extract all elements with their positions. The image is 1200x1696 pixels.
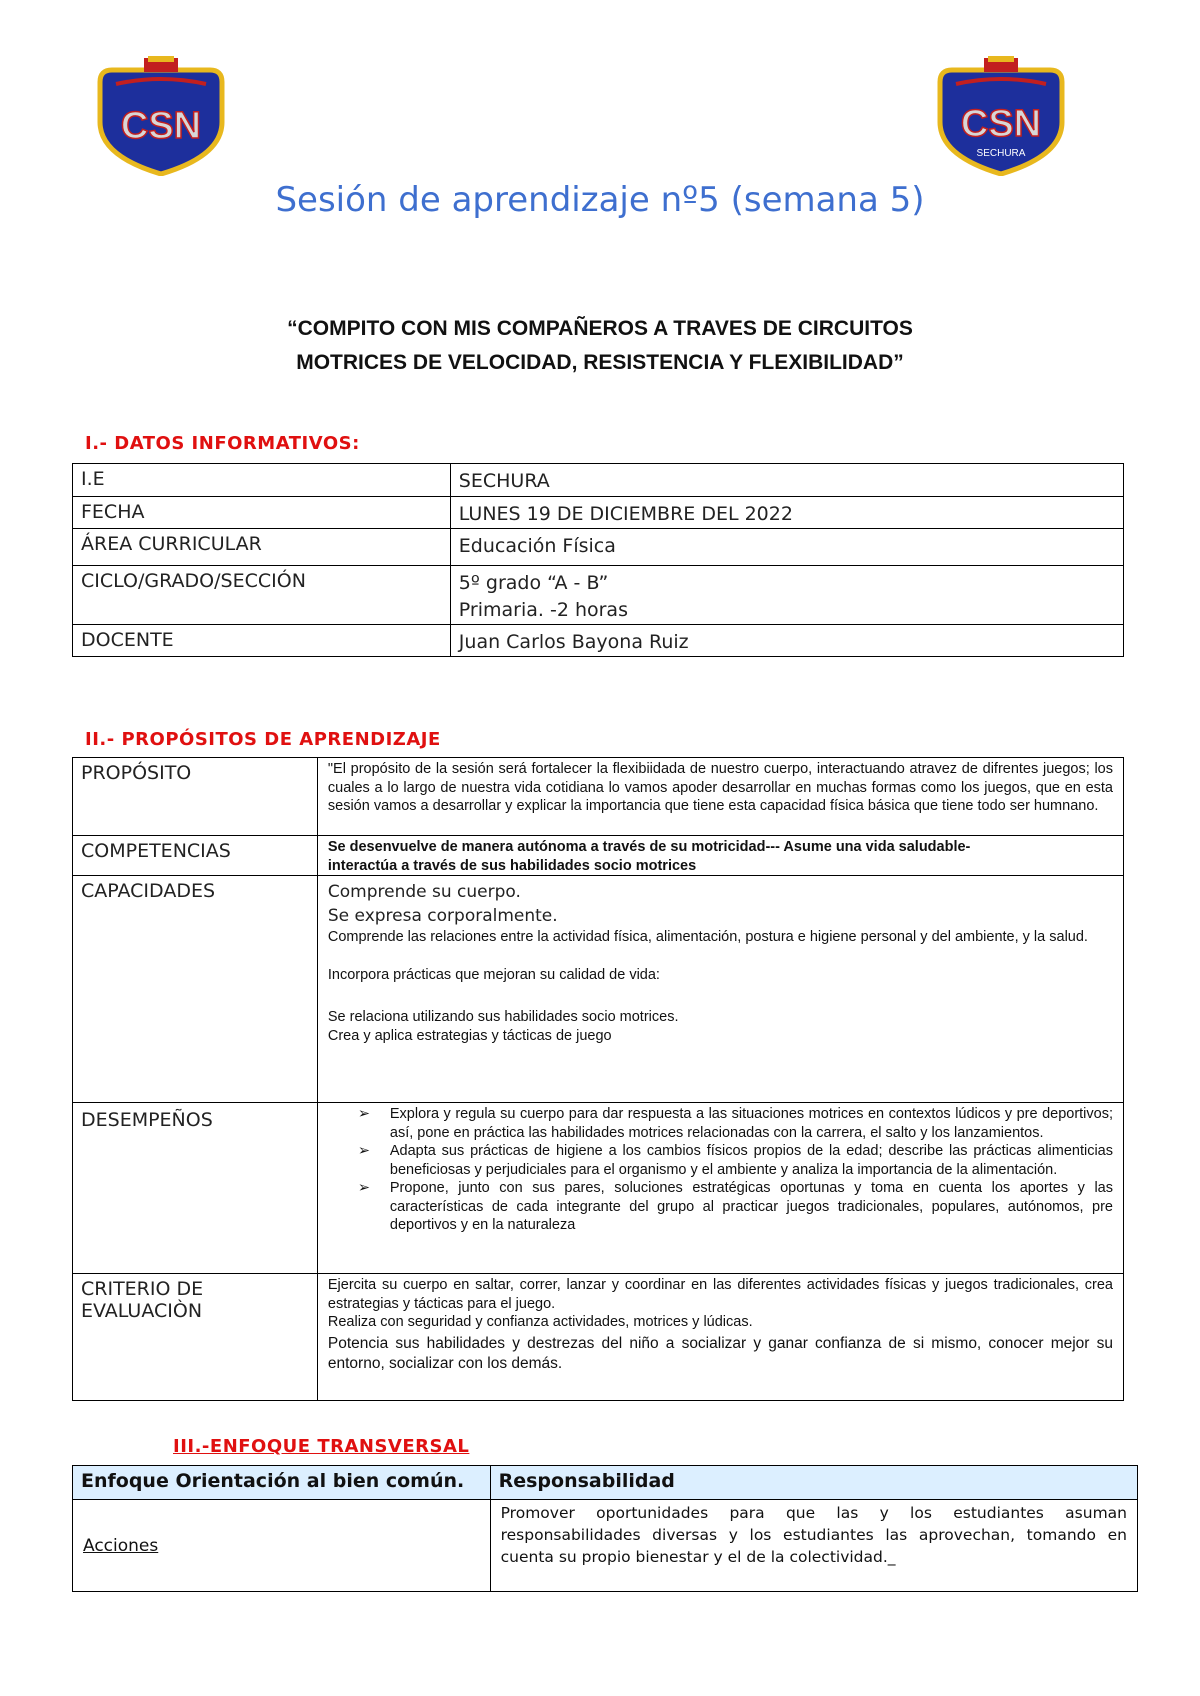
list-item [318,1105,1113,1142]
criterio-label [73,1274,318,1401]
table-row [73,1466,1138,1500]
logo-left-text: CSN [120,105,202,147]
criterio-item: Ejercita su cuerpo en saltar, correr, lanzar y coordinar en las diferentes actividades físicas y juegos tradicionales, crea estrategias y tácticas para el juego. [327,1277,1113,1312]
session-subtitle [0,312,1200,380]
datos-value: SECHURA [450,464,1123,497]
competencias-text [317,836,1123,876]
criterio-label-line-1: CRITERIO DE [81,1278,204,1300]
datos-value: Educación Física [450,529,1123,566]
subtitle-line-1: “COMPITO CON MIS COMPAÑEROS A TRAVES DE CIRCUITOS [287,317,913,340]
desempenos-list [317,1103,1123,1274]
subtitle-line-2: MOTRICES DE VELOCIDAD, RESISTENCIA Y FLEXIBILIDAD” [296,351,904,374]
acciones-label: Acciones [73,1500,491,1592]
table-row [73,566,1124,625]
table-row [73,1103,1124,1274]
criterio-label-line-2: EVALUACIÒN [81,1300,203,1322]
capacidad-item: Se expresa corporalmente. [327,906,558,926]
competencia-line-1: Se desenvuelve de manera autónoma a través de su motricidad--- Asume una vida saludable- [327,839,971,855]
list-item [318,1142,1113,1179]
arrow-bullet-icon: ➢ [357,1143,371,1159]
capacidad-item: Se relaciona utilizando sus habilidades socio motrices. [327,1009,679,1025]
nivel-duracion: Primaria. -2 horas [458,599,628,621]
competencia-line-2: interactúa a través de sus habilidades socio motrices [327,857,697,874]
competencias-label: COMPETENCIAS [73,836,318,876]
capacidad-item: Crea y aplica estrategias y tácticas de juego [327,1027,612,1044]
table-row [73,758,1124,836]
datos-label: ÁREA CURRICULAR [73,529,451,566]
proposito-label: PROPÓSITO [73,758,318,836]
desempeno-text: Propone, junto con sus pares, soluciones estratégicas oportunas y toma en cuenta los aportes y las características de cada integrante del grupo al practicar juegos tradicionales, populares, autónomos, pre deportivos y en la naturaleza [389,1180,1113,1233]
page-title: Sesión de aprendizaje nº5 (semana 5) [275,180,925,220]
table-row [73,529,1124,566]
enfoque-table [72,1465,1138,1592]
arrow-bullet-icon: ➢ [357,1180,371,1196]
capacidades-label: CAPACIDADES [73,876,318,1103]
table-row [73,1274,1124,1401]
datos-value: Juan Carlos Bayona Ruiz [450,625,1123,657]
table-row [73,836,1124,876]
criterio-item: Potencia sus habilidades y destrezas del niño a socializar y ganar confianza de si mismo, conocer mejor su entorno, socializar con los demás. [327,1334,1113,1372]
table-row [73,464,1124,497]
school-logo-right [922,56,1080,176]
criterio-text [317,1274,1123,1401]
desempeno-text: Adapta sus prácticas de higiene a los cambios físicos propios de la edad; describe las prácticas alimenticias beneficiosas y perjudiciales para el organismo y el ambiente y analiza la importancia de la alimentación. [389,1143,1113,1178]
datos-label: FECHA [73,497,451,529]
datos-label: CICLO/GRADO/SECCIÓN [73,566,451,625]
logo-right-text: CSN [960,103,1042,145]
datos-label: DOCENTE [73,625,451,657]
valor-header: Responsabilidad [490,1466,1137,1500]
datos-value [450,566,1123,625]
enfoque-header: Enfoque Orientación al bien común. [73,1466,491,1500]
table-row [73,876,1124,1103]
datos-label: I.E [73,464,451,497]
datos-value: LUNES 19 DE DICIEMBRE DEL 2022 [450,497,1123,529]
table-row [73,497,1124,529]
desempeno-text: Explora y regula su cuerpo para dar respuesta a las situaciones motrices en contextos lúdicos y pre deportivos; así, pone en práctica las habilidades motrices relacionadas con la carrera, el salto y los lanzamientos. [389,1106,1113,1141]
capacidad-item: Comprende su cuerpo. [327,882,521,902]
section-propositos-heading: II.- PROPÓSITOS DE APRENDIZAJE [85,729,441,750]
propositos-table [72,757,1124,1401]
proposito-text: "El propósito de la sesión será fortalecer la flexibiidada de nuestro cuerpo, interactuando atravez de difrentes juegos; los cuales a lo largo de nuestra vida cotidiana lo vamos apoder desarrollar en muchas formas como los juegos, que en esta sesión vamos a desarrollar y explicar la importancia que tiene esta capacidad física básica que tiene todo ser humnano. [317,758,1123,836]
acciones-text: Promover oportunidades para que las y los estudiantes asuman responsabilidades diversas y los estudiantes las aprovechan, tomando en cuenta su propio bienestar y el de la colectividad._ [490,1500,1137,1592]
arrow-bullet-icon: ➢ [357,1106,371,1122]
table-row [73,625,1124,657]
capacidad-item: Incorpora prácticas que mejoran su calidad de vida: [327,966,660,983]
table-row [73,1500,1138,1592]
school-logo-left [82,56,240,176]
logo-right-caption: SECHURA [976,148,1026,159]
datos-table [72,463,1124,657]
section-datos-heading: I.- DATOS INFORMATIVOS: [85,433,360,454]
list-item [318,1179,1113,1235]
capacidad-item: Comprende las relaciones entre la actividad física, alimentación, postura e higiene personal y del ambiente, y la salud. [327,929,1088,945]
section-enfoque-heading: III.-ENFOQUE TRANSVERSAL [173,1436,470,1457]
criterio-item: Realiza con seguridad y confianza actividades, motrices y lúdicas. [327,1314,753,1330]
grado-seccion: 5º grado “A - B” [458,572,609,594]
capacidades-list [317,876,1123,1103]
desempenos-label: DESEMPEÑOS [73,1103,318,1274]
